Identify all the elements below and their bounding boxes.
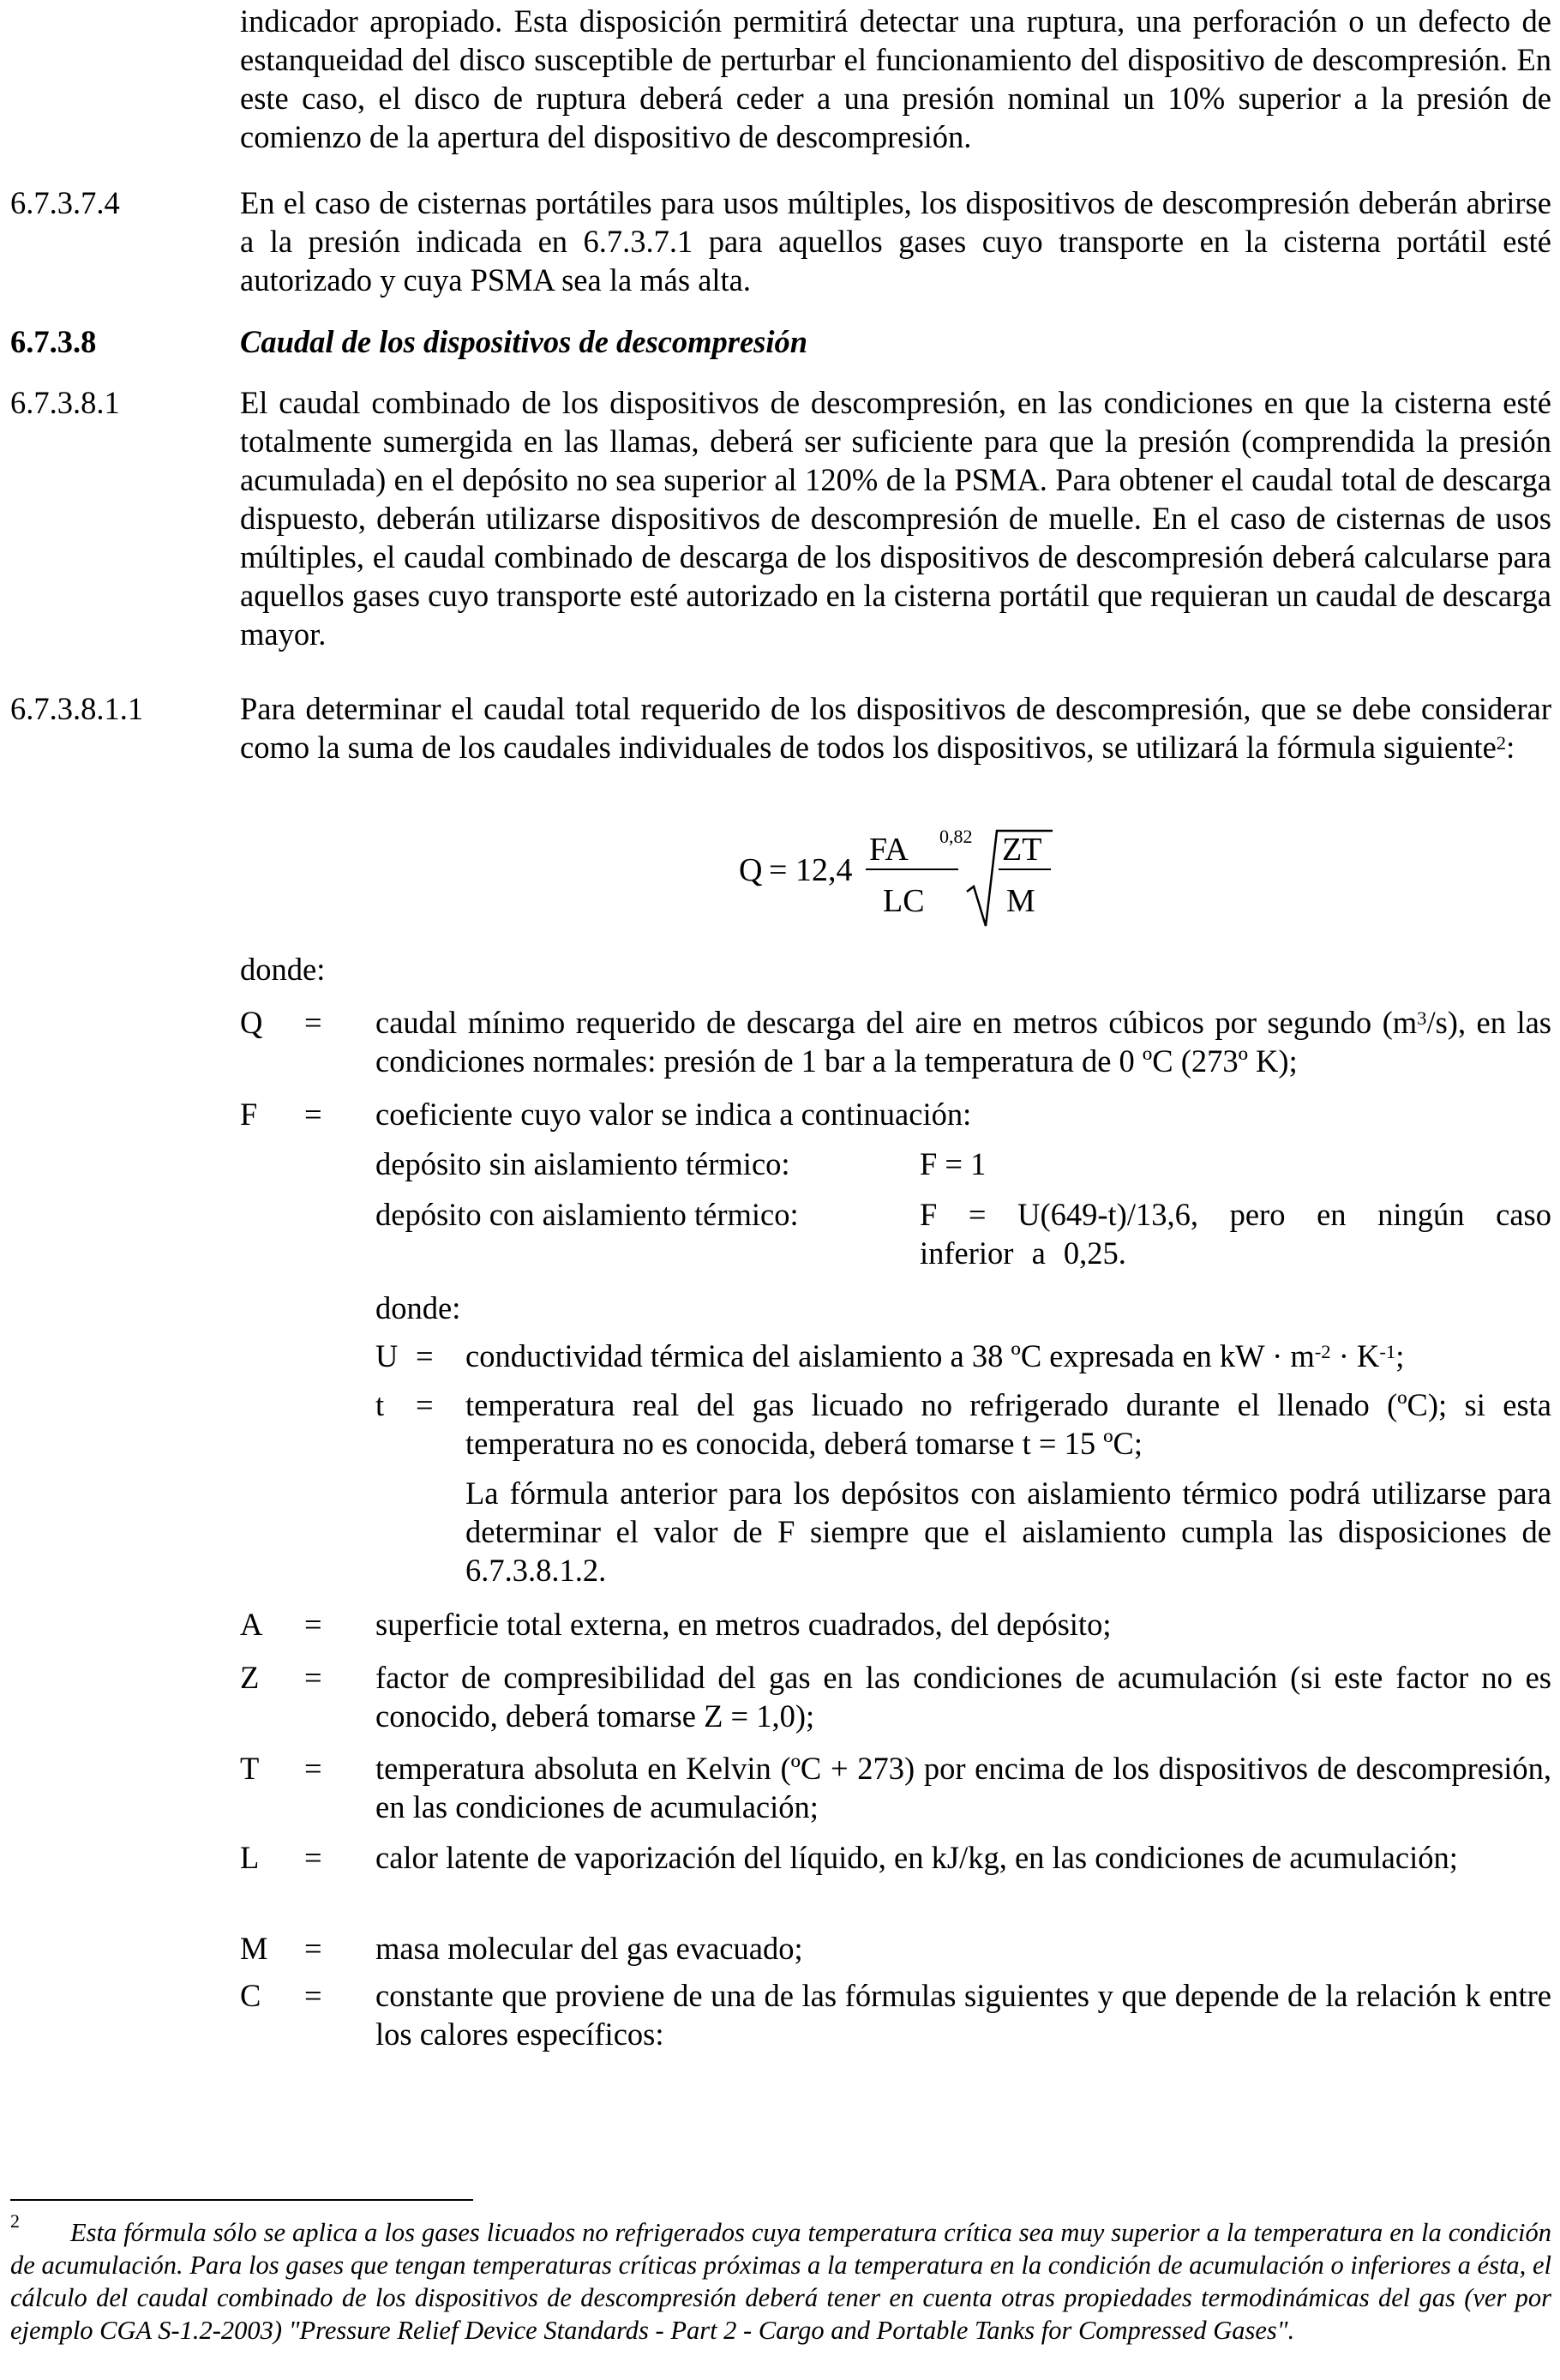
section-heading: Caudal de los dispositivos de descompresión bbox=[240, 324, 808, 359]
case-value: F = 1 bbox=[920, 1146, 987, 1181]
paragraph: El caudal combinado de los dispositivos de descompresión, en las condiciones en que la cisterna esté totalmente sumergida en las llamas, deberá ser suficiente para que la presión (comprendida la presión acumulada) en el depósito no sea superior al 120% de la PSMA. Para obtener el caudal total de descarga dispuesto, deberán utilizarse dispositivos de descompresión de muelle. En el caso de cisternas de usos múltiples, el caudal combinado de descarga de los dispositivos de descompresión deberá calcularse para aquellos gases cuyo transporte esté autorizado en la cisterna portátil que requieran un caudal de descarga mayor. bbox=[240, 385, 1551, 652]
variable-definition: superficie total externa, en metros cuadrados, del depósito; bbox=[375, 1607, 1112, 1642]
case-label: depósito con aislamiento térmico: bbox=[375, 1197, 799, 1232]
footnote-ref: 2 bbox=[1496, 731, 1507, 754]
equals-sign: = bbox=[304, 1005, 322, 1040]
formula-lhs: Q bbox=[739, 852, 763, 888]
label-donde: donde: bbox=[240, 952, 326, 987]
formula-denominator: LC bbox=[883, 883, 925, 919]
variable-definition: temperatura absoluta en Kelvin (ºC + 273) por encima de los dispositivos de descompresión, en las condiciones de acumulación; bbox=[375, 1751, 1551, 1824]
footnote-separator bbox=[10, 2199, 473, 2201]
equals-sign: = bbox=[416, 1338, 434, 1373]
variable-symbol: M bbox=[240, 1931, 268, 1966]
equals-sign: = bbox=[416, 1387, 434, 1422]
case-label: depósito sin aislamiento térmico: bbox=[375, 1146, 790, 1181]
section-number: 6.7.3.8.1 bbox=[10, 385, 120, 420]
case-value: F = U(649-t)/13,6, pero en ningún caso inferior a 0,25. bbox=[920, 1197, 1551, 1271]
variable-definition: masa molecular del gas evacuado; bbox=[375, 1931, 803, 1966]
variable-symbol: Z bbox=[240, 1660, 260, 1695]
variable-symbol: F bbox=[240, 1097, 258, 1132]
equals-sign: = bbox=[304, 1978, 322, 2013]
equals-sign: = bbox=[304, 1097, 322, 1132]
variable-definition: factor de compresibilidad del gas en las condiciones de acumulación (si este factor no es conocido, deberá tomarse Z = 1,0); bbox=[375, 1660, 1551, 1734]
variable-symbol: U bbox=[375, 1338, 399, 1373]
equals-sign: = bbox=[304, 1607, 322, 1642]
formula-exponent: 0,82 bbox=[939, 826, 973, 847]
formula-equals: = bbox=[769, 852, 788, 888]
variable-symbol: t bbox=[375, 1387, 385, 1422]
variable-symbol: C bbox=[240, 1978, 261, 2013]
variable-symbol: Q bbox=[240, 1005, 263, 1040]
paragraph-continuation: indicador apropiado. Esta disposición permitirá detectar una ruptura, una perforación o un defecto de estanqueidad del disco susceptible de perturbar el funcionamiento del dispositivo de descompresión. En este caso, el disco de ruptura deberá ceder a una presión nominal un 10% superior a la presión de comienzo de la apertura del dispositivo de descompresión. bbox=[240, 3, 1551, 154]
note-paragraph: La fórmula anterior para los depósitos con aislamiento térmico podrá utilizarse para determinar el valor de F siempre que el aislamiento cumpla las disposiciones de 6.7.3.8.1.2. bbox=[465, 1475, 1551, 1588]
paragraph: Para determinar el caudal total requerido de los dispositivos de descompresión, que se debe considerar como la suma de los caudales individuales de todos los dispositivos, se utilizará la fórmula siguiente$^2$: bbox=[240, 691, 1551, 765]
flow-formula bbox=[737, 823, 1063, 935]
variable-symbol: L bbox=[240, 1840, 260, 1875]
equals-sign: = bbox=[304, 1931, 322, 1966]
paragraph: En el caso de cisternas portátiles para usos múltiples, los dispositivos de descompresión deberán abrirse a la presión indicada en 6.7.3.7.1 para aquellos gases cuyo transporte en la cisterna portátil esté autorizado y cuya PSMA sea la más alta. bbox=[240, 185, 1551, 298]
radicand-denominator: M bbox=[1006, 883, 1035, 919]
variable-definition: temperatura real del gas licuado no refrigerado durante el llenado (ºC); si esta temperatura no es conocida, deberá tomarse t = 15 ºC; bbox=[465, 1387, 1551, 1461]
section-number: 6.7.3.7.4 bbox=[10, 185, 120, 220]
equals-sign: = bbox=[304, 1840, 322, 1875]
variable-definition: conductividad térmica del aislamiento a 38 ºC expresada en kW · $m^{-2} \cdot K^{-1}$; bbox=[465, 1338, 1405, 1373]
variable-definition: calor latente de vaporización del líquido, en kJ/kg, en las condiciones de acumulación; bbox=[375, 1840, 1458, 1875]
variable-definition: coeficiente cuyo valor se indica a continuación: bbox=[375, 1097, 972, 1132]
label-donde: donde: bbox=[375, 1290, 461, 1325]
footnote-text: Esta fórmula sólo se aplica a los gases licuados no refrigerados cuya temperatura crítica sea muy superior a la temperatura en la condición de acumulación. Para los gases que tengan temperaturas críticas próximas a la temperatura en la condición de acumulación o inferiores a ésta, el cálculo del caudal combinado de los dispositivos de descompresión deberá tener en cuenta otras propiedades termodinámicas del gas (ver por ejemplo CGA S-1.2-2003) "Pressure Relief Device Standards - Part 2 - Cargo and Portable Tanks for Compressed Gases". bbox=[10, 2218, 1551, 2345]
variable-definition: caudal mínimo requerido de descarga del aire en metros cúbicos por segundo $(m^3/s)$, en las condiciones normales: presión de 1 bar a la temperatura de 0 ºC (273º K); bbox=[375, 1005, 1551, 1079]
section-number: 6.7.3.8 bbox=[10, 324, 97, 359]
radicand-numerator: ZT bbox=[1002, 832, 1042, 868]
variable-symbol: A bbox=[240, 1607, 263, 1642]
equals-sign: = bbox=[304, 1751, 322, 1786]
variable-definition: constante que proviene de una de las fórmulas siguientes y que depende de la relación k entre los calores específicos: bbox=[375, 1978, 1551, 2052]
formula-numerator: FA bbox=[869, 832, 909, 868]
variable-symbol: T bbox=[240, 1751, 260, 1786]
footnote-number: 2 bbox=[10, 2210, 20, 2232]
equals-sign: = bbox=[304, 1660, 322, 1695]
section-number: 6.7.3.8.1.1 bbox=[10, 691, 144, 726]
formula-coefficient: 12,4 bbox=[795, 852, 853, 888]
